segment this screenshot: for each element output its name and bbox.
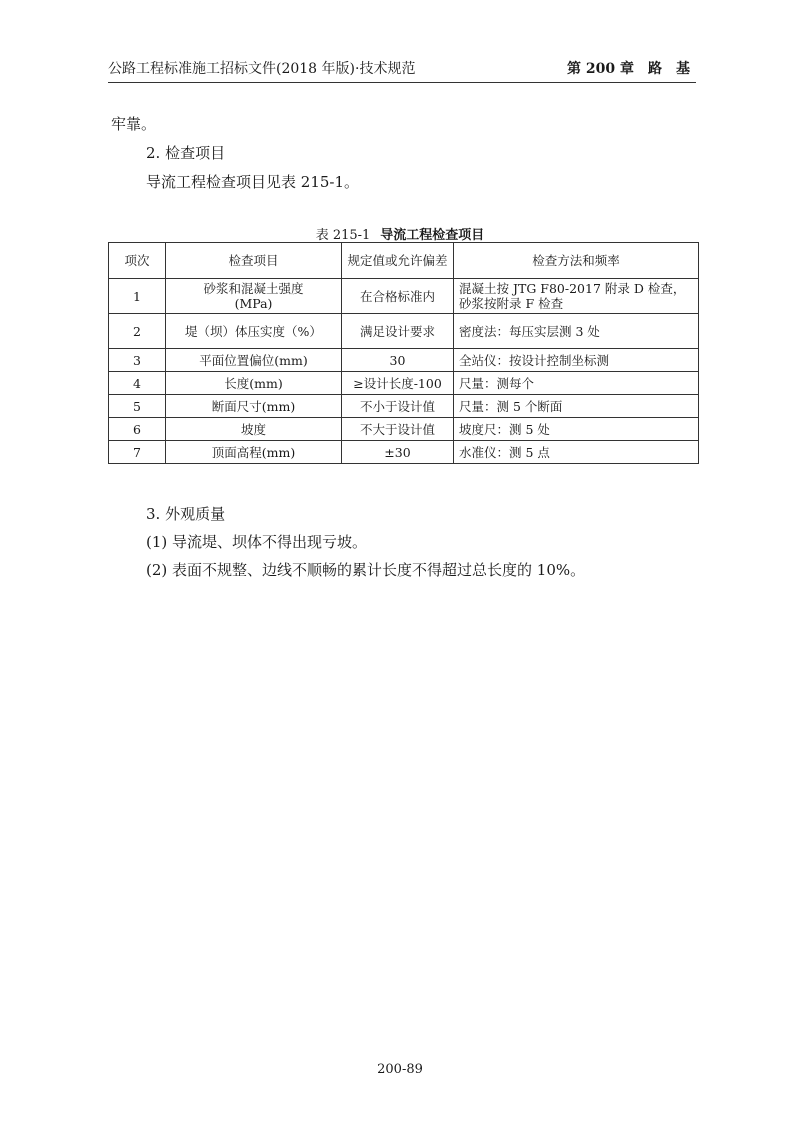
- column-header: 检查方法和频率: [454, 243, 699, 279]
- table-row: [109, 349, 699, 372]
- table-cell: 密度法：每压实层测 3 处: [454, 314, 699, 349]
- running-header-chapter: 第 200 章 路 基: [567, 61, 690, 77]
- table-caption-title: 导流工程检查项目: [380, 228, 485, 243]
- column-header: 规定值或允许偏差: [342, 243, 454, 279]
- table-row: [109, 395, 699, 418]
- section-3-item-2: (2) 表面不规整、边线不顺畅的累计长度不得超过总长度的 10%。: [146, 561, 586, 579]
- table-caption: [0, 224, 800, 243]
- table-cell: 水准仪：测 5 点: [454, 441, 699, 464]
- table-cell: 堤（坝）体压实度（%）: [166, 314, 342, 349]
- table-cell: 30: [342, 349, 454, 372]
- table-caption-number: 表 215-1: [315, 228, 371, 243]
- table-cell: 4: [109, 372, 166, 395]
- table-cell-line: 砂浆和混凝土强度: [203, 281, 304, 296]
- page-number: 200-89: [377, 1062, 423, 1077]
- section-2-text: 导流工程检查项目见表 215-1。: [146, 173, 360, 191]
- section-3-heading: 3. 外观质量: [146, 505, 226, 523]
- table-cell: 6: [109, 418, 166, 441]
- column-header: 检查项目: [166, 243, 342, 279]
- table-cell: 坡度: [166, 418, 342, 441]
- section-2-heading: 2. 检查项目: [146, 144, 226, 162]
- table-cell: ≥设计长度-100: [342, 372, 454, 395]
- table-cell-line: (MPa): [234, 296, 273, 311]
- section-3-item-1: (1) 导流堤、坝体不得出现亏坡。: [146, 533, 368, 551]
- table-cell: 断面尺寸(mm): [166, 395, 342, 418]
- table-cell: [166, 279, 342, 314]
- header-divider: [108, 82, 696, 83]
- table-cell: 平面位置偏位(mm): [166, 349, 342, 372]
- table-cell: 尺量：测 5 个断面: [454, 395, 699, 418]
- table-cell-line: 混凝土按 JTG F80-2017 附录 D 检查，: [459, 281, 686, 296]
- table-cell: ±30: [342, 441, 454, 464]
- table-header-row: [109, 243, 699, 279]
- table-cell: 长度(mm): [166, 372, 342, 395]
- table-cell: 7: [109, 441, 166, 464]
- table-row: [109, 279, 699, 314]
- table-cell: 坡度尺：测 5 处: [454, 418, 699, 441]
- table-cell: 3: [109, 349, 166, 372]
- table-cell: 全站仪：按设计控制坐标测: [454, 349, 699, 372]
- running-header-title: 公路工程标准施工招标文件(2018 年版)·技术规范: [108, 61, 416, 77]
- continuation-text: 牢靠。: [111, 115, 157, 133]
- table-row: [109, 418, 699, 441]
- column-header: 项次: [109, 243, 166, 279]
- table-cell-line: 砂浆按附录 F 检查: [459, 296, 564, 311]
- inspection-table: [108, 242, 699, 464]
- table-cell: 不大于设计值: [342, 418, 454, 441]
- table-cell: 1: [109, 279, 166, 314]
- table-cell: 尺量：测每个: [454, 372, 699, 395]
- table-cell: 在合格标准内: [342, 279, 454, 314]
- table-cell: 不小于设计值: [342, 395, 454, 418]
- table-row: [109, 314, 699, 349]
- table-row: [109, 441, 699, 464]
- table-cell: [454, 279, 699, 314]
- table-cell: 满足设计要求: [342, 314, 454, 349]
- table-cell: 5: [109, 395, 166, 418]
- table-cell: 顶面高程(mm): [166, 441, 342, 464]
- table-cell: 2: [109, 314, 166, 349]
- table-row: [109, 372, 699, 395]
